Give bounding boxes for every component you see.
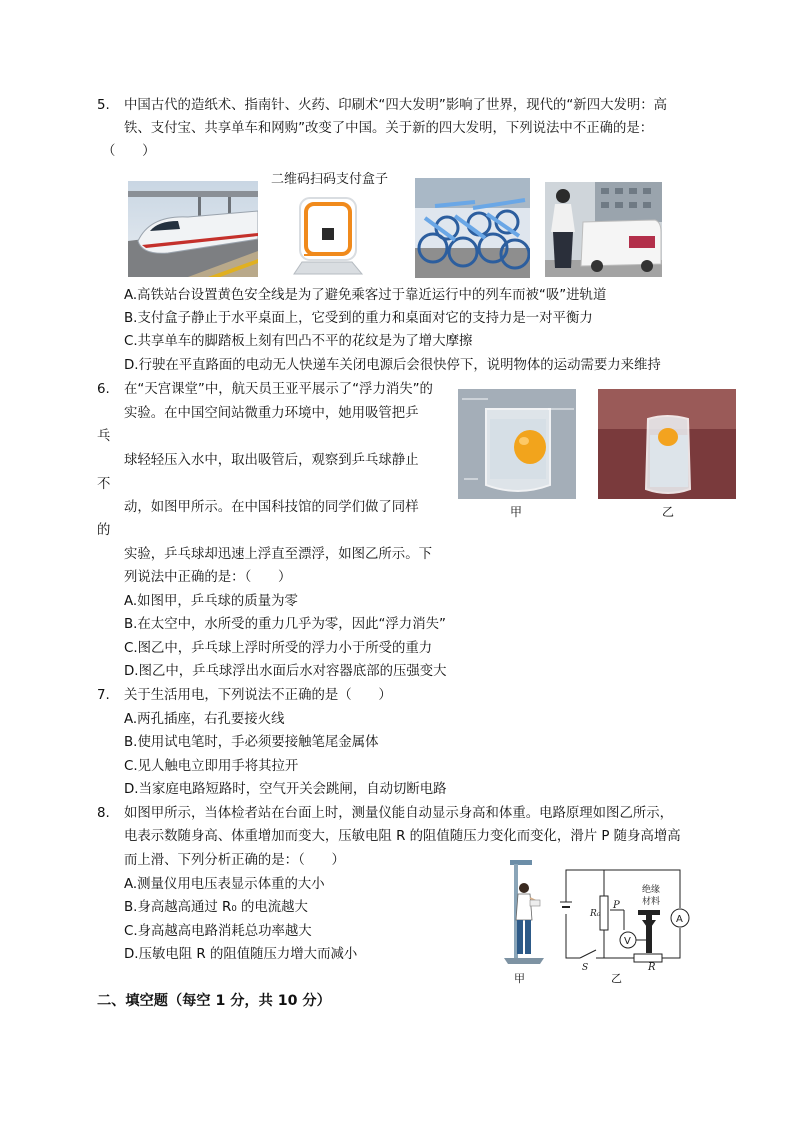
q5-image-caption: 二维码扫码支付盒子 [271, 172, 389, 187]
q5-stem-line3: （ ） [102, 144, 156, 159]
q8-caption-b: 乙 [611, 972, 622, 985]
q6-stem-line: 的 [97, 523, 111, 538]
q6-stem-line: 不 [97, 477, 111, 492]
q6-option-b: B.在太空中，水所受的重力几乎为零，因此“浮力消失” [124, 617, 446, 632]
high-speed-train-photo [128, 181, 258, 277]
q6-stem-line: 实验，乒乓球却迅速上浮直至漂浮，如图乙所示。下 [124, 547, 432, 562]
q6-caption-a: 甲 [510, 505, 523, 519]
q8-stem-line3: 而上滑、下列分析正确的是：（ ） [124, 853, 345, 868]
q5-option-c: C.共享单车的脚踏板上刻有凹凸不平的花纹是为了增大摩擦 [124, 334, 473, 349]
section-title: 二、填空题（每空 1 分，共 10 分） [97, 993, 331, 1009]
q7-stem: 关于生活用电，下列说法不正确的是（ ） [124, 688, 392, 703]
q7-option-a: A.两孔插座，右孔要接火线 [124, 712, 285, 727]
q7-number: 7. [97, 688, 110, 703]
q6-stem-line: 球轻轻压入水中，取出吸管后，观察到乒乓球静止 [124, 453, 419, 468]
q6-stem-line: 乓 [97, 429, 111, 444]
body-measurement-device-figure [500, 858, 548, 966]
q6-option-a: A.如图甲，乒乓球的质量为零 [124, 594, 298, 609]
q5-number: 5. [97, 98, 110, 113]
ammeter-label: A [676, 914, 683, 925]
q5-option-a: A.高铁站台设置黄色安全线是为了避免乘客过于靠近运行中的列车而被“吸”进轨道 [124, 288, 607, 303]
q8-number: 8. [97, 806, 110, 821]
q6-stem-line: 动，如图甲所示。在中国科技馆的同学们做了同样 [124, 500, 419, 515]
q7-option-d: D.当家庭电路短路时，空气开关会跳闸，自动切断电路 [124, 782, 447, 797]
q7-option-c: C.见人触电立即用手将其拉开 [124, 759, 299, 774]
q5-stem-line1: 中国古代的造纸术、指南针、火药、印刷术“四大发明”影响了世界，现代的“新四大发明：高 [124, 98, 668, 113]
circuit-diagram [552, 862, 702, 972]
resistor-r-label: R [648, 962, 656, 972]
q8-option-b: B.身高越高通过 R₀ 的电流越大 [124, 900, 308, 915]
space-ping-pong-photo [458, 389, 576, 499]
q6-stem-line: 在“天宫课堂”中，航天员王亚平展示了“浮力消失”的 [124, 382, 433, 397]
q8-stem-line1: 如图甲所示，当体检者站在台面上时，测量仪能自动显示身高和体重。电路原理如图乙所示， [124, 806, 674, 821]
insulation-label-1: 绝缘 [642, 885, 661, 895]
q5-option-b: B.支付盒子静止于水平桌面上，它受到的重力和桌面对它的支持力是一对平衡力 [124, 311, 593, 326]
q8-caption-a: 甲 [514, 972, 525, 985]
qr-payment-box-photo [282, 190, 372, 278]
delivery-robot-photo [545, 182, 662, 277]
q6-option-d: D.图乙中，乒乓球浮出水面后水对容器底部的压强变大 [124, 664, 447, 679]
q5-option-d: D.行驶在平直路面的电动无人快递车关闭电源后会很快停下，说明物体的运动需要力来维持 [124, 358, 661, 373]
slider-p-label: P [613, 900, 620, 911]
r0-label: R₀ [590, 909, 601, 919]
q5-stem-line2: 铁、支付宝、共享单车和网购”改变了中国。关于新的四大发明，下列说法中不正确的是： [124, 121, 654, 136]
q8-stem-line2: 电表示数随身高、体重增加而变大，压敏电阻 R 的阻值随压力变化而变化，滑片 P 随身高增高 [124, 829, 681, 844]
voltmeter-label: V [624, 936, 631, 947]
insulation-label-2: 材料 [642, 897, 661, 907]
q8-option-a: A.测量仪用电压表显示体重的大小 [124, 877, 325, 892]
q6-caption-b: 乙 [662, 505, 675, 519]
q6-option-c: C.图乙中，乒乓球上浮时所受的浮力小于所受的重力 [124, 641, 433, 656]
q8-option-c: C.身高越高电路消耗总功率越大 [124, 924, 312, 939]
shared-bikes-photo [415, 178, 530, 278]
q7-option-b: B.使用试电笔时，手必须要接触笔尾金属体 [124, 735, 379, 750]
q6-stem-line: 列说法中正确的是：（ ） [124, 570, 292, 585]
q8-option-d: D.压敏电阻 R 的阻值随压力增大而减小 [124, 947, 358, 962]
q6-stem-line: 实验。在中国空间站微重力环境中，她用吸管把乒 [124, 406, 419, 421]
switch-label: S [582, 963, 589, 972]
earth-ping-pong-photo [598, 389, 736, 499]
q6-number: 6. [97, 382, 110, 397]
